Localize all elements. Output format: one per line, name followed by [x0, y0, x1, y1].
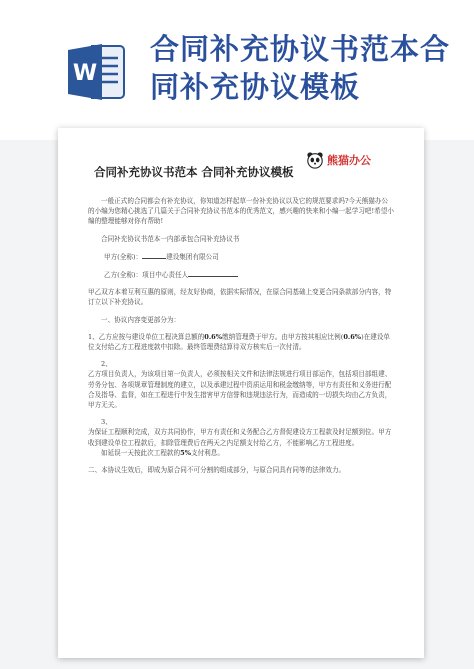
principle-paragraph: 甲乙双方本着互利互惠的原则，经友好协商，依据实际情况，在原合同基础上变更合同条款部分内容，特订立以下补充协议。 [88, 288, 392, 307]
brand-logo-text: 熊猫办公 [327, 154, 371, 167]
intro-paragraph: 一般正式的合同都会有补充协议，你知道怎样起草一份补充协议以及它的规范要求吗?今天熊猫办公的小编为您精心挑选了几篇关于合同补充协议书范本的优秀范文，感兴趣的快来和小编一起学习吧!希望小编的整理能够对你有帮助! [88, 197, 394, 226]
section1-heading: 一、协议内容变更部分为： [101, 315, 181, 324]
section2-paragraph: 二、本协议生效后，即成为原合同不可分割的组成部分，与原合同具有同等的法律效力。 [88, 466, 346, 475]
brand-logo [306, 150, 371, 170]
clause-3-interest: 如延误一天按此次工程款的5%支付利息。 [101, 448, 224, 457]
party-a-label: 甲方(全称)： [104, 252, 143, 261]
clause-3: 为保证工程顺利完成，双方共同协作，甲方有责任和义务配合乙方督促建设方工程款及时足额到位。甲方收到建设单位工程款后，扣除管理费后在两天之内足额支付给乙方，不能影响乙方工程进度。 [88, 428, 392, 447]
agreement-subtitle: 合同补充协议书范本一内部承包合同补充协议书 [101, 234, 240, 243]
party-a-value: 建设集团有限公司 [166, 252, 219, 261]
document-preview [58, 128, 424, 658]
header-banner [0, 0, 474, 140]
clause-1-number: 1、 [88, 332, 99, 341]
clause-2-number: 2、 [101, 360, 112, 369]
page-title-line2: 同补充协议模板 [150, 70, 361, 104]
page-title-line1: 合同补充协议书范本合 [150, 32, 451, 66]
document-title: 合同补充协议书范本 合同补充协议模板 [94, 165, 294, 179]
party-a-line [88, 251, 394, 262]
party-b-line [88, 269, 394, 280]
page-title [150, 30, 450, 106]
word-icon-letter: W [72, 61, 98, 86]
fee-rate: 0.6% [204, 332, 223, 341]
party-a-blank [142, 251, 166, 259]
document-body [88, 196, 394, 475]
clause-2: 乙方项目负责人，为该项目第一负责人，必须按相关文件和法律法规进行项目部运作，包括项目部组建、劳务分包、各项规章管理制度的建立，以及承建过程中资质运用和税金缴纳等，甲方有责任和义务进行配合及指导、监督，如在工程进行中发生措害甲方信誉和违规违法行为，而造成的一切损失均由乙方负责，甲方无关。 [88, 370, 392, 410]
interest-rate: 5% [180, 448, 191, 457]
fee-rate-ratio: 0.6% [343, 332, 362, 341]
party-b-blank [188, 269, 238, 277]
clause-3-number: 3、 [101, 418, 112, 427]
word-document-icon [64, 40, 130, 104]
clause-1: 1、乙方应按与建设单位工程决算总额的0.6%缴纳管理费于甲方。由甲方按其相应比例(0.6%)在建设单位支付给乙方工程进度款中扣除。最终管理费结算待双方核实后一次付清。 [88, 332, 391, 352]
party-b-label: 乙方(全称)：项目中心责任人 [104, 271, 189, 280]
panda-logo-icon [306, 151, 324, 169]
